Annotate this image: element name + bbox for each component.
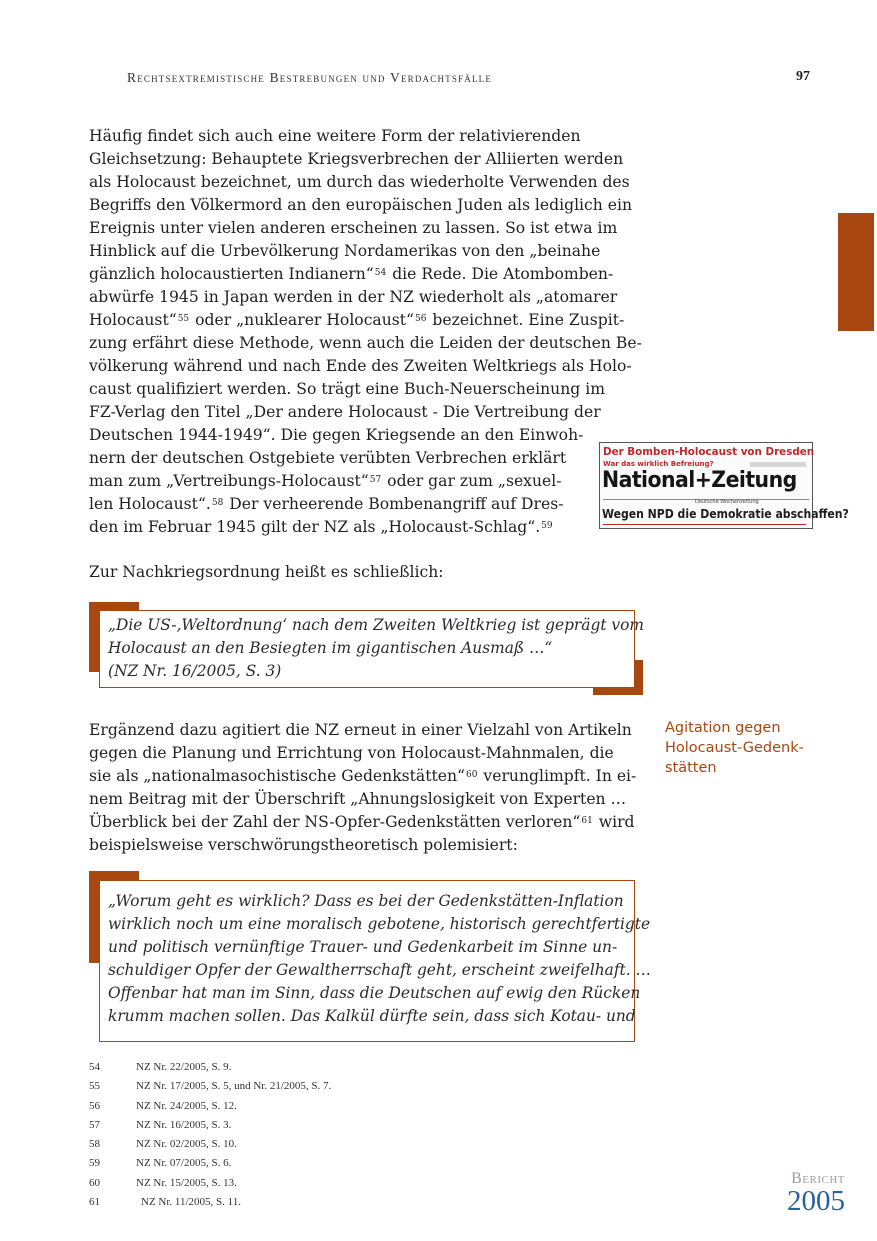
text-run: beispielsweise verschwörungstheoretisch polemisiert:: [89, 836, 518, 854]
text-line: [89, 424, 642, 447]
text-run: Holocaust“: [89, 311, 177, 329]
text-line: [89, 401, 642, 424]
clipping-underline: [603, 524, 806, 525]
text-line: [108, 936, 634, 959]
text-run: Der verheerende Bombenangriff auf Dres-: [224, 495, 564, 513]
quote-box-1: [99, 610, 644, 688]
text-run: Hinblick auf die Urbevölkerung Nordamerikas von den „beinahe: [89, 242, 601, 260]
clipping-sub-bar: [750, 462, 806, 467]
footnote-text: NZ Nr. 24/2005, S. 12.: [136, 1099, 237, 1112]
text-run: Holocaust an den Besiegten im gigantischen Ausmaß …“: [108, 639, 553, 657]
text-line: [89, 447, 642, 470]
text-line: [89, 493, 642, 516]
margin-note-line: stätten: [665, 760, 717, 776]
text-line: [89, 286, 642, 309]
footnote-text: NZ Nr. 11/2005, S. 11.: [141, 1196, 242, 1209]
text-line: [89, 765, 636, 788]
text-line: [89, 516, 642, 539]
text-run: krumm machen sollen. Das Kalkül dürfte sein, dass sich Kotau- und: [108, 1007, 636, 1025]
footnote-number: 60: [89, 1176, 100, 1189]
footnote-ref: 61: [581, 816, 593, 826]
text-run: Häufig findet sich auch eine weitere Form der relativierenden: [89, 127, 581, 145]
footnote: [89, 1174, 331, 1193]
footnote-text: NZ Nr. 16/2005, S. 3.: [136, 1118, 232, 1131]
text-run: Offenbar hat man im Sinn, dass die Deutschen auf ewig den Rücken: [108, 984, 641, 1002]
text-run: gänzlich holocaustierten Indianern“: [89, 265, 374, 283]
text-run: len Holocaust“.: [89, 495, 211, 513]
text-run: FZ-Verlag den Titel „Der andere Holocaust - Die Vertreibung der: [89, 403, 601, 421]
text-run: zung erfährt diese Methode, wenn auch die Leiden der deutschen Be-: [89, 334, 642, 352]
text-run: nem Beitrag mit der Überschrift „Ahnungslosigkeit von Experten …: [89, 790, 627, 808]
text-run: caust qualifiziert werden. So trägt eine Buch-Neuerscheinung im: [89, 380, 605, 398]
text-line: [108, 913, 651, 936]
footnote-ref: 60: [466, 770, 478, 780]
text-run: Überblick bei der Zahl der NS-Opfer-Gedenkstätten verloren“: [89, 813, 581, 831]
footnote-ref: 56: [415, 314, 427, 324]
footnote-number: 59: [89, 1157, 100, 1170]
text-run: verunglimpft. In ei-: [478, 767, 637, 785]
clipping-subline: War das wirklich Befreiung?: [603, 460, 714, 468]
text-line: [108, 959, 651, 982]
text-line: [89, 194, 642, 217]
text-line: [108, 982, 641, 1005]
text-run: Gleichsetzung: Behauptete Kriegsverbrechen der Alliierten werden: [89, 150, 624, 168]
footnote-text: NZ Nr. 15/2005, S. 13.: [136, 1176, 237, 1189]
text-run: Ergänzend dazu agitiert die NZ erneut in einer Vielzahl von Artikeln: [89, 721, 632, 739]
footnote: [89, 1193, 331, 1212]
footnote: [89, 1058, 331, 1077]
footnote-text: NZ Nr. 02/2005, S. 10.: [136, 1138, 237, 1151]
footnote-number: 54: [89, 1061, 100, 1073]
brand-word: Bericht: [791, 1170, 845, 1187]
text-line: [89, 719, 636, 742]
text-run: sie als „nationalmasochistische Gedenkstätten“: [89, 767, 465, 785]
clipping-masthead: National+Zeitung: [602, 468, 797, 493]
text-line: [108, 1005, 634, 1028]
footnote-number: 55: [89, 1080, 100, 1093]
text-line: [89, 125, 642, 148]
newspaper-clipping-image: [599, 442, 849, 529]
text-run: bezeichnet. Eine Zuspit-: [427, 311, 625, 329]
text-line: [89, 470, 642, 493]
text-run: abwürfe 1945 in Japan werden in der NZ wiederholt als „atomarer: [89, 288, 618, 306]
text-run: nern der deutschen Ostgebiete verübten Verbrechen erklärt: [89, 449, 567, 467]
text-run: oder gar zum „sexuel-: [382, 472, 562, 490]
text-run: den im Februar 1945 gilt der NZ als „Holocaust-Schlag“.: [89, 518, 541, 536]
text-line: [89, 309, 642, 332]
running-title: Rechtsextremistische Bestrebungen und Verdachtsfälle: [127, 70, 493, 85]
quote-box-2: [99, 880, 651, 1042]
footnotes: [89, 1058, 331, 1212]
footnote-number: 61: [89, 1196, 100, 1209]
text-run: völkerung während und nach Ende des Zweiten Weltkriegs als Holo-: [89, 357, 632, 375]
text-line: [89, 742, 636, 765]
text-line: [108, 614, 644, 637]
text-line: [108, 637, 634, 660]
page-number: 97: [796, 69, 810, 84]
text-run: man zum „Vertreibungs-Holocaust“: [89, 472, 369, 490]
footnote-ref: 54: [374, 268, 387, 278]
text-run: wird: [593, 813, 635, 831]
text-line: [108, 660, 634, 683]
text-run: als Holocaust bezeichnet, um durch das wiederholte Verwenden des: [89, 173, 630, 191]
text-line: [89, 811, 636, 834]
clipping-bottom-headline: Wegen NPD die Demokratie abschaffen?: [602, 506, 849, 521]
text-line: [89, 332, 642, 355]
text-run: oder „nuklearer Holocaust“: [190, 311, 415, 329]
footnote-number: 58: [89, 1138, 100, 1151]
text-line: [89, 171, 642, 194]
clipping-rule-label: Deutsche Wochenzeitung: [695, 499, 759, 505]
text-run: Ereignis unter vielen anderen erscheinen zu lassen. So ist etwa im: [89, 219, 618, 237]
text-run: wirklich noch um eine moralisch gebotene, historisch gerechtfertigte: [108, 915, 651, 933]
text-line: [89, 378, 642, 401]
chapter-tab-marker: [838, 213, 874, 331]
footnote-number: 56: [89, 1099, 100, 1112]
margin-note-line: Holocaust-Gedenk-: [665, 740, 804, 756]
margin-note-line: Agitation gegen: [665, 720, 781, 736]
text-line: [89, 240, 642, 263]
text-run: Zur Nachkriegsordnung heißt es schließlich:: [89, 563, 444, 581]
text-run: und politisch vernünftige Trauer- und Gedenkarbeit im Sinne un-: [108, 938, 618, 956]
footnote-ref: 59: [541, 521, 553, 531]
paragraph-3: [89, 719, 636, 857]
footnote-ref: 55: [177, 314, 190, 324]
text-line: [89, 788, 636, 811]
footnote: [89, 1077, 331, 1096]
footnote-text: NZ Nr. 07/2005, S. 6.: [136, 1157, 232, 1170]
footnote: [89, 1135, 331, 1154]
clipping-top-headline: Der Bomben-Holocaust von Dresden: [603, 445, 815, 458]
text-line: [89, 263, 642, 286]
footnote: [89, 1116, 331, 1135]
footnote-ref: 57: [369, 475, 382, 485]
text-run: schuldiger Opfer der Gewaltherrschaft geht, erscheint zweifelhaft. …: [108, 961, 651, 979]
footnote: [89, 1154, 331, 1173]
footnote-text: NZ Nr. 22/2005, S. 9.: [136, 1061, 232, 1073]
report-branding: [770, 1170, 845, 1217]
paragraph-1: [89, 125, 642, 539]
text-line: [89, 217, 642, 240]
text-line: [89, 561, 444, 584]
text-line: [89, 148, 642, 171]
text-line: [89, 834, 636, 857]
footnote-text: NZ Nr. 17/2005, S. 5, und Nr. 21/2005, S. 7.: [136, 1080, 332, 1093]
text-run: „Die US-‚Weltordnung‘ nach dem Zweiten Weltkrieg ist geprägt vom: [108, 616, 644, 634]
paragraph-2: [89, 561, 444, 584]
footnote-number: 57: [89, 1118, 100, 1131]
text-run: „Worum geht es wirklich? Dass es bei der Gedenkstätten-Inflation: [108, 892, 624, 910]
text-run: die Rede. Die Atombomben-: [387, 265, 614, 283]
text-run: Begriffs den Völkermord an den europäischen Juden als lediglich ein: [89, 196, 633, 214]
text-run: (NZ Nr. 16/2005, S. 3): [108, 662, 282, 680]
text-line: [108, 890, 634, 913]
margin-note: [665, 718, 835, 778]
text-run: gegen die Planung und Errichtung von Holocaust-Mahnmalen, die: [89, 744, 614, 762]
text-run: Deutschen 1944-1949“. Die gegen Kriegsende an den Einwoh-: [89, 426, 584, 444]
footnote: [89, 1097, 331, 1116]
brand-year: 2005: [787, 1185, 845, 1217]
footnote-ref: 58: [211, 498, 224, 508]
text-line: [89, 355, 642, 378]
